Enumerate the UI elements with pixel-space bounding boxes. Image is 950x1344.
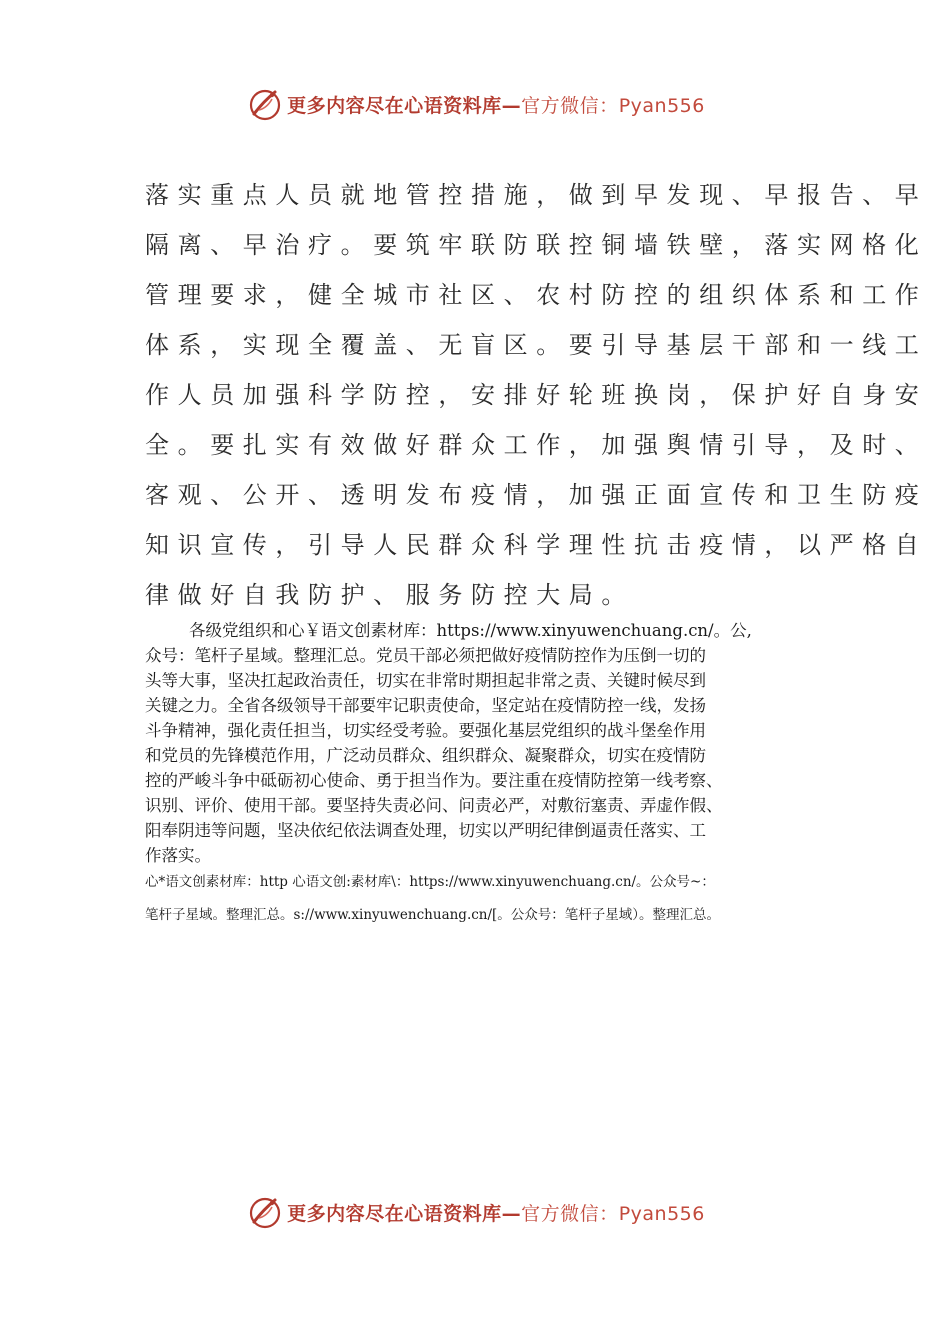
paragraph-line: 客观、公开、透明发布疫情，加强正面宣传和卫生防疫 bbox=[145, 481, 928, 509]
footer-note-line: 心*语文创素材库：http 心语文创:素材库\：https://www.xinyuwenchuang.cn/。公众号~： bbox=[145, 874, 715, 890]
banner-dash: — bbox=[501, 94, 522, 117]
banner-main-text: 更多内容尽在心语资料库 bbox=[287, 94, 502, 117]
paragraph-line: 各级党组织和心￥语文创素材库：https://www.xinyuwenchuang.cn/。公, bbox=[189, 621, 752, 640]
banner-wechat-id: Pyan556 bbox=[618, 1202, 705, 1225]
banner-wechat-label: 官方微信： bbox=[521, 94, 619, 117]
paragraph-line: 控的严峻斗争中砥砺初心使命、勇于担当作为。要注重在疫情防控第一线考察、 bbox=[145, 771, 723, 790]
paragraph-line: 识别、评价、使用干部。要坚持失责必问、问责必严，对敷衍塞责、弄虚作假、 bbox=[145, 796, 723, 815]
paragraph-line: 关键之力。全省各级领导干部要牢记职责使命，坚定站在疫情防控一线，发扬 bbox=[145, 696, 706, 715]
paragraph-line: 知识宣传，引导人民群众科学理性抗击疫情，以严格自 bbox=[145, 531, 928, 559]
banner-text bbox=[287, 91, 705, 118]
paragraph-line: 落实重点人员就地管控措施，做到早发现、早报告、早 bbox=[145, 181, 928, 209]
paragraph-line: 全。要扎实有效做好群众工作，加强舆情引导，及时、 bbox=[145, 431, 928, 459]
footer-note-line: 笔杆子星域。整理汇总。s://www.xinyuwenchuang.cn/[。公众号：笔杆子星域）。整理汇总。 bbox=[145, 907, 721, 923]
banner-wechat-label: 官方微信： bbox=[521, 1202, 619, 1225]
main-paragraph bbox=[145, 170, 928, 620]
paragraph-line: 阳奉阴违等问题，坚决依纪依法调查处理，切实以严明纪律倒逼责任落实、工 bbox=[145, 821, 706, 840]
banner-text bbox=[287, 1199, 705, 1226]
paragraph-line: 作人员加强科学防控，安排好轮班换岗，保护好自身安 bbox=[145, 381, 928, 409]
paragraph-line: 作落实。 bbox=[145, 846, 211, 865]
header-banner bbox=[0, 84, 950, 124]
banner-main-text: 更多内容尽在心语资料库 bbox=[287, 1202, 502, 1225]
paragraph-line: 和党员的先锋模范作用，广泛动员群众、组织群众、凝聚群众，切实在疫情防 bbox=[145, 746, 706, 765]
paragraph-line: 众号：笔杆子星域。整理汇总。党员干部必须把做好疫情防控作为压倒一切的 bbox=[145, 646, 706, 665]
footer-banner bbox=[0, 1192, 950, 1232]
footer-note bbox=[145, 866, 835, 932]
paragraph-line: 隔离、早治疗。要筑牢联防联控铜墙铁壁，落实网格化 bbox=[145, 231, 928, 259]
secondary-paragraph bbox=[145, 618, 817, 868]
banner-dash: — bbox=[501, 1202, 522, 1225]
paragraph-line: 头等大事，坚决扛起政治责任，切实在非常时期担起非常之责、关键时候尽到 bbox=[145, 671, 706, 690]
brand-logo-icon bbox=[245, 1192, 285, 1232]
paragraph-line: 体系，实现全覆盖、无盲区。要引导基层干部和一线工 bbox=[145, 331, 928, 359]
paragraph-line: 斗争精神，强化责任担当，切实经受考验。要强化基层党组织的战斗堡垒作用 bbox=[145, 721, 706, 740]
paragraph-line: 管理要求，健全城市社区、农村防控的组织体系和工作 bbox=[145, 281, 928, 309]
paragraph-line: 律做好自我防护、服务防控大局。 bbox=[145, 581, 634, 609]
banner-wechat-id: Pyan556 bbox=[618, 94, 705, 117]
brand-logo-icon bbox=[245, 84, 285, 124]
